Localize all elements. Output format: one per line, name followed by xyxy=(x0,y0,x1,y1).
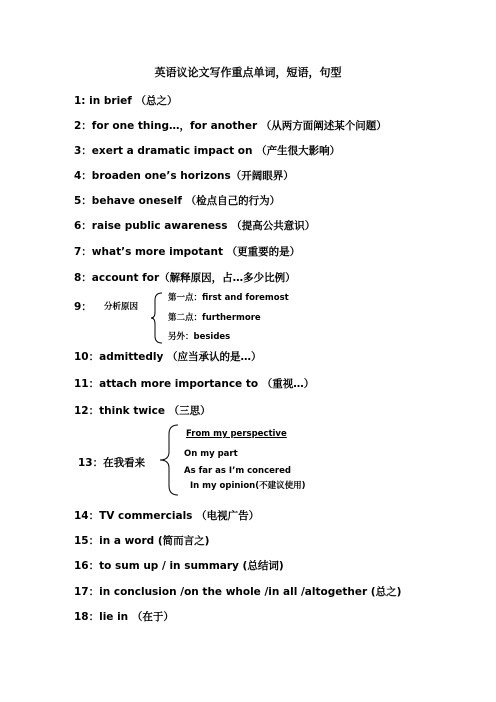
item9-label: 分析原因 xyxy=(104,302,139,312)
list-item: 16：to sum up / in summary (总结词) xyxy=(74,560,284,572)
item13-branch: On my part xyxy=(184,449,238,459)
item13-branch: In my opinion(不建议使用) xyxy=(190,481,306,491)
list-item: 18：lie in （在于） xyxy=(74,611,174,623)
item13-brace xyxy=(158,424,180,496)
list-item: 1: in brief （总之） xyxy=(74,95,178,107)
list-item: 14：TV commercials （电视广告） xyxy=(74,510,260,522)
item9-brace xyxy=(150,292,164,344)
item13-label: 13：在我看来 xyxy=(78,457,146,469)
list-item: 4：broaden one’s horizons（开阔眼界） xyxy=(74,170,294,182)
list-item: 5：behave oneself （检点自己的行为） xyxy=(74,195,281,207)
list-item: 10：admittedly （应当承认的是…） xyxy=(74,351,262,363)
item9-branch: 第一点：first and foremost xyxy=(168,293,289,303)
list-item: 12：think twice （三思） xyxy=(74,405,211,417)
item13-branch: As far as I’m concered xyxy=(184,466,291,476)
list-item: 3：exert a dramatic impact on （产生很大影响） xyxy=(74,145,341,157)
list-item: 11：attach more importance to （重视…） xyxy=(74,378,315,390)
list-item: 15：in a word (简而言之) xyxy=(74,535,210,547)
list-item: 2：for one thing…，for another （从两方面阐述某个问题） xyxy=(74,120,387,132)
item9-branch: 另外：besides xyxy=(168,332,231,342)
list-item: 7：what’s more impotant （更重要的是） xyxy=(74,246,301,258)
list-item: 6：raise public awareness （提高公共意识） xyxy=(74,220,316,232)
document-title: 英语议论文写作重点单词，短语，句型 xyxy=(154,66,342,79)
list-item: 17：in conclusion /on the whole /in all /altogether (总之) xyxy=(74,586,402,598)
item13-branch: From my perspective xyxy=(186,429,287,439)
item9-number: 9： xyxy=(74,301,92,313)
item9-branch: 第二点：furthermore xyxy=(168,313,261,323)
list-item: 8：account for（解释原因，占…多少比例） xyxy=(74,272,296,284)
